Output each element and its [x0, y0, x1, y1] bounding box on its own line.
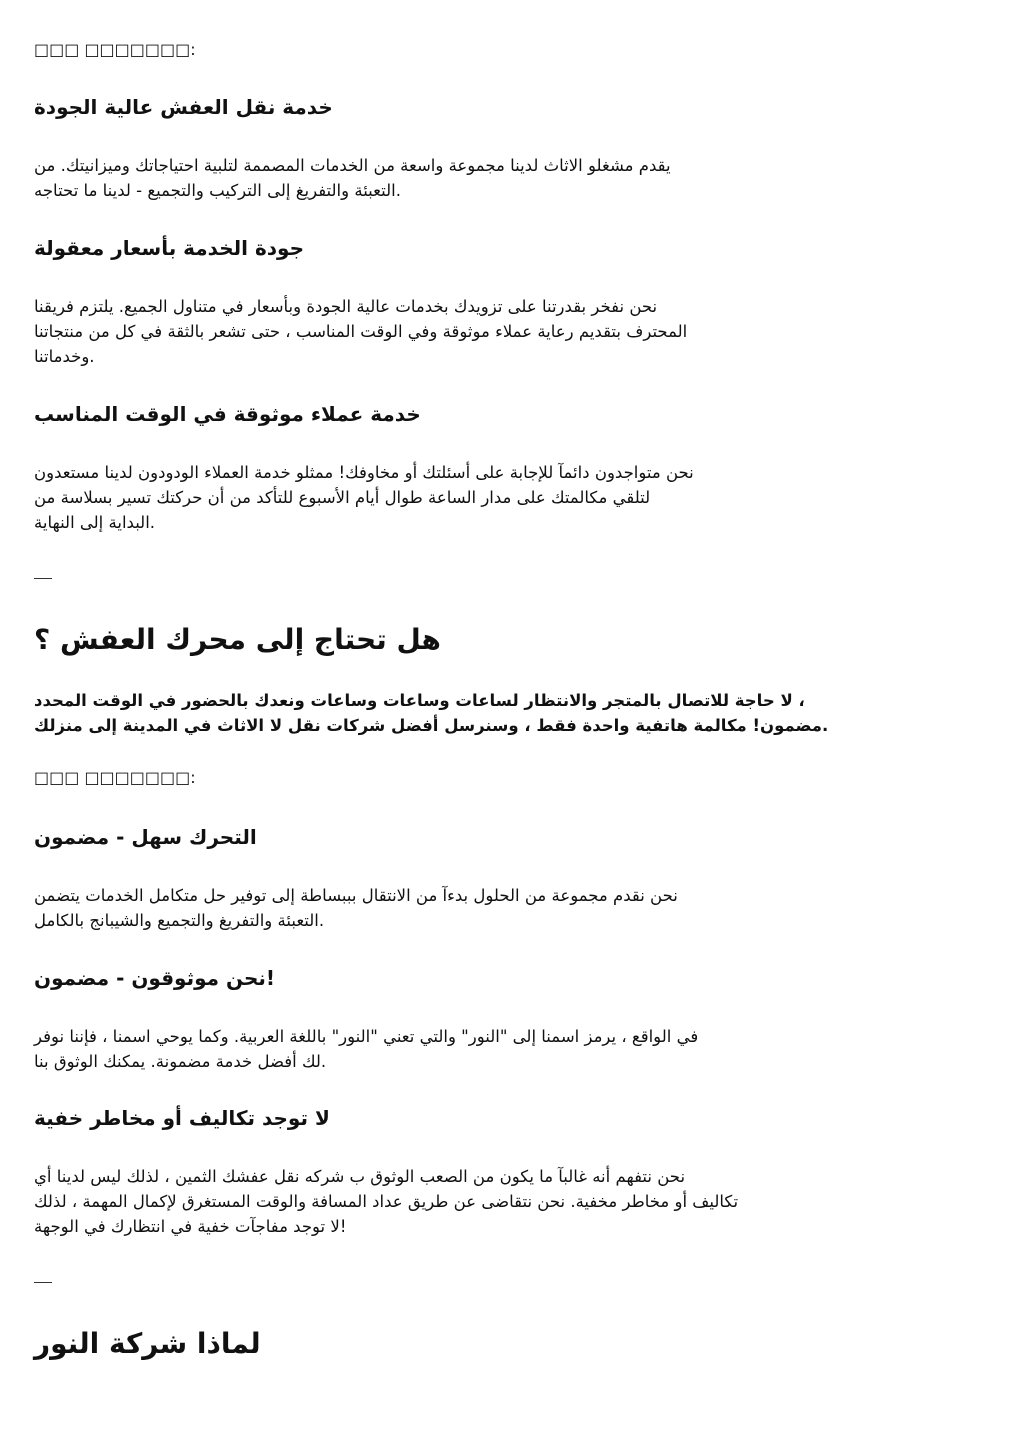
- features-label: □□□ □□□□□□□:: [34, 768, 196, 787]
- paragraph-trusted: [34, 1024, 994, 1074]
- section-title-need-mover: هل تحتاج إلى محرك العفش ؟: [34, 623, 441, 656]
- paragraph-line: لا توجد مفاجآت خفية في انتظارك في الوجهة!: [34, 1217, 347, 1236]
- paragraph-line: يقدم مشغلو الاثاث لدينا مجموعة واسعة من الخدمات المصممة لتلبية احتياجاتك وميزانيتك. من: [34, 156, 671, 175]
- paragraph-quality-moving: [34, 153, 994, 203]
- paragraph-line: التعبئة والتفريغ إلى التركيب والتجميع - لدينا ما تحتاجه.: [34, 181, 401, 200]
- paragraph-line: نحن نفخر بقدرتنا على تزويدك بخدمات عالية الجودة وبأسعار في متناول الجميع. يلتزم فريقنا: [34, 297, 658, 316]
- paragraph-no-hidden-costs: [34, 1164, 994, 1239]
- section-divider: [34, 578, 52, 579]
- heading-affordable-quality: جودة الخدمة بأسعار معقولة: [34, 236, 304, 260]
- heading-easy-moving: التحرك سهل - مضمون: [34, 825, 257, 849]
- lead-line: مضمون! مكالمة هاتفية واحدة فقط ، وسنرسل أفضل شركات نقل لا الاثاث في المدينة إلى منزلك.: [34, 716, 829, 735]
- paragraph-line: نحن نقدم مجموعة من الحلول بدءآ من الانتقال بببساطة إلى توفير حل متكامل الخدمات يتضمن: [34, 886, 678, 905]
- paragraph-affordable-quality: [34, 294, 994, 369]
- paragraph-reliable-service: [34, 460, 994, 535]
- lead-paragraph: [34, 688, 994, 738]
- paragraph-easy-moving: [34, 883, 994, 933]
- heading-trusted: نحن موثوقون - مضمون!: [34, 966, 276, 990]
- heading-quality-moving: خدمة نقل العفش عالية الجودة: [34, 95, 333, 119]
- paragraph-line: لك أفضل خدمة مضمونة. يمكنك الوثوق بنا.: [34, 1052, 327, 1071]
- paragraph-line: في الواقع ، يرمز اسمنا إلى "النور" والتي تعني "النور" باللغة العربية. وكما يوحي اسمنا ، فإننا نوفر: [34, 1027, 699, 1046]
- features-label: □□□ □□□□□□□:: [34, 40, 196, 59]
- paragraph-line: التعبئة والتفريغ والتجميع والشيبانج بالكامل.: [34, 911, 325, 930]
- paragraph-line: لتلقي مكالمتك على مدار الساعة طوال أيام الأسبوع للتأكد من أن حركتك تسير بسلاسة من: [34, 488, 651, 507]
- paragraph-line: وخدماتنا.: [34, 347, 95, 366]
- paragraph-line: نحن متواجدون دائمآ للإجابة على أسئلتك أو مخاوفك! ممثلو خدمة العملاء الودودون لدينا مستعدون: [34, 463, 694, 482]
- paragraph-line: تكاليف أو مخاطر مخفية. نحن نتقاضى عن طريق عداد المسافة والوقت المستغرق لإكمال المهمة ، لذلك: [34, 1192, 739, 1211]
- section-divider: [34, 1282, 52, 1283]
- paragraph-line: المحترف بتقديم رعاية عملاء موثوقة وفي الوقت المناسب ، حتى تشعر بالثقة في كل من منتجاتنا: [34, 322, 688, 341]
- paragraph-line: نحن نتفهم أنه غالبآ ما يكون من الصعب الوثوق ب شركه نقل عفشك الثمين ، لذلك ليس لدينا أي: [34, 1167, 686, 1186]
- lead-line: لا حاجة للاتصال بالمتجر والانتظار لساعات وساعات وساعات ونعدك بالحضور في الوقت المحدد ،: [34, 691, 805, 710]
- section-title-why-alnoor: لماذا شركة النور: [34, 1327, 261, 1360]
- heading-no-hidden-costs: لا توجد تكاليف أو مخاطر خفية: [34, 1106, 330, 1130]
- paragraph-line: البداية إلى النهاية.: [34, 513, 156, 532]
- heading-reliable-service: خدمة عملاء موثوقة في الوقت المناسب: [34, 402, 421, 426]
